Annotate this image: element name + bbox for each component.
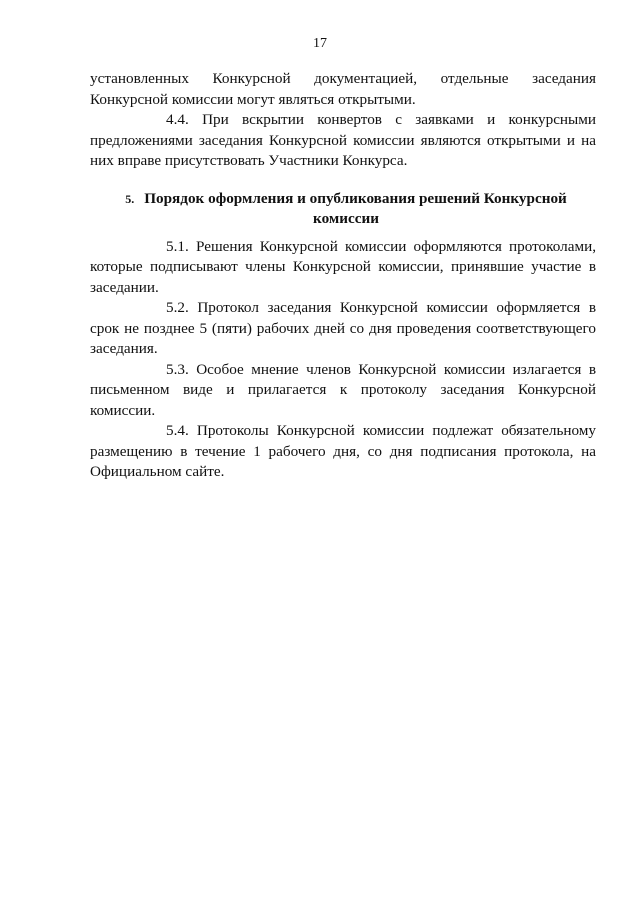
item-4-4-text: При вскрытии конвертов с заявками и конкурсными предложениями заседания Конкурсной комиссии являются открытыми и на них вправе присутствовать Участники Конкурса.: [90, 111, 597, 169]
item-5-4-text: Протоколы Конкурсной комиссии подлежат обязательному размещению в течение 1 рабочего дня, со дня подписания протокола, на Официальном сайте.: [90, 422, 597, 480]
item-4-4-number: 4.4.: [166, 111, 189, 128]
item-5-2: [90, 298, 596, 360]
continuation-paragraph: установленных Конкурсной документацией, отдельные заседания Конкурсной комиссии могут являться открытыми.: [90, 70, 596, 108]
document-body: [90, 69, 596, 483]
item-5-3: [90, 360, 596, 422]
section-5-heading: [90, 189, 596, 229]
item-5-3-text: Особое мнение членов Конкурсной комиссии излагается в письменном виде и прилагается к протоколу заседания Конкурсной комиссии.: [90, 360, 596, 419]
item-5-3-number: 5.3.: [166, 360, 189, 378]
item-4-4: [90, 110, 596, 172]
section-5-title: Порядок оформления и опубликования решений Конкурсной комиссии: [144, 189, 567, 227]
section-5-number: 5.: [125, 191, 135, 206]
item-5-2-number: 5.2.: [166, 299, 189, 316]
page-number: 17: [313, 36, 327, 51]
item-5-4-number: 5.4.: [166, 422, 189, 439]
item-5-4: [90, 421, 596, 483]
item-5-1-text: Решения Конкурсной комиссии оформляются протоколами, которые подписывают члены Конкурсной комиссии, принявшие участие в заседании.: [90, 237, 596, 296]
item-5-2-text: Протокол заседания Конкурсной комиссии оформляется в срок не позднее 5 (пяти) рабочих дней со дня проведения соответствующего заседания.: [90, 299, 596, 357]
item-5-1-number: 5.1.: [166, 237, 189, 255]
item-5-1: [90, 237, 596, 299]
